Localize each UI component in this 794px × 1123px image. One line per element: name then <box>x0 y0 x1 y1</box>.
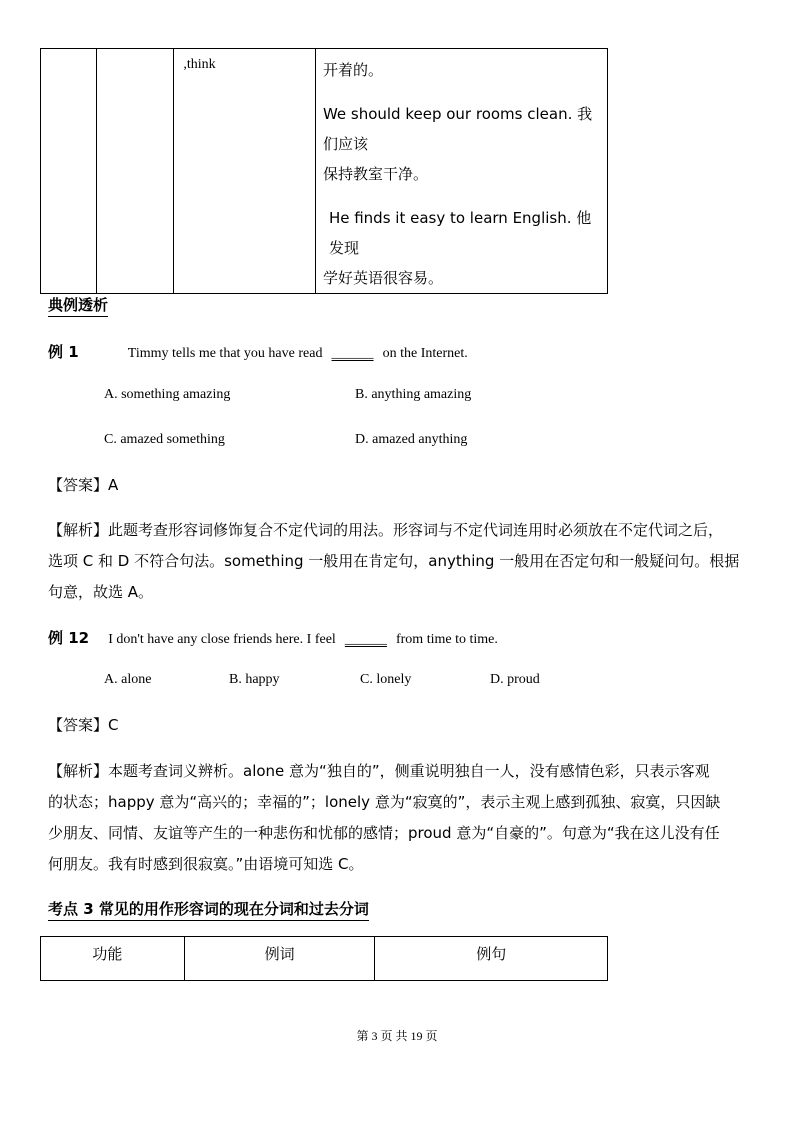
ex1-option-a: A. something amazing <box>104 387 231 402</box>
col4-line-3: 保持教室干净。 <box>322 165 428 183</box>
ex2-question-row <box>48 627 498 648</box>
ex2-option-d: D. proud <box>490 672 540 687</box>
ex1-analysis-2: 选项 C 和 D 不符合句法。something 一般用在肯定句，anything 一般用在否定句和一般疑问句。根据 <box>48 552 740 570</box>
top-table <box>40 48 608 294</box>
ex2-analysis-3: 少朋友、同情、友谊等产生的一种悲伤和忧郁的感情；proud 意为“自豪的”。句意为“我在这儿没有任 <box>48 824 720 842</box>
col4-line-1: 开着的。 <box>322 61 383 79</box>
ex2-label: 例 12 <box>48 629 90 647</box>
ex1-option-c: C. amazed something <box>104 432 225 447</box>
header-function-label: 功能 <box>92 945 123 963</box>
col4-line-2: We should keep our rooms clean. 我们应该 <box>322 105 593 153</box>
section3-title: 考点 3 常见的用作形容词的现在分词和过去分词 <box>48 898 369 921</box>
ex1-analysis-3: 句意，故选 A。 <box>48 583 154 601</box>
bottom-table-header-sentences <box>375 937 608 981</box>
ex2-analysis-2: 的状态；happy 意为“高兴的；幸福的”；lonely 意为“寂寞的”，表示主观上感到孤独、寂寞，只因缺 <box>48 793 721 811</box>
ex1-option-d: D. amazed anything <box>355 432 468 447</box>
col4-line-4: He finds it easy to learn English. 他发现 <box>328 209 592 257</box>
top-table-col1 <box>41 49 97 294</box>
section-title: 典例透析 <box>48 294 108 317</box>
ex2-option-a: A. alone <box>104 672 152 687</box>
top-table-col3-text: ,think <box>183 57 216 72</box>
ex1-option-b: B. anything amazing <box>355 387 472 402</box>
ex2-analysis-4: 何朋友。我有时感到很寂寞。”由语境可知选 C。 <box>48 855 364 873</box>
ex1-analysis-1: 【解析】此题考查形容词修饰复合不定代词的用法。形容词与不定代词连用时必须放在不定代词之后， <box>48 521 724 539</box>
ex2-question-end: from time to time. <box>395 632 498 647</box>
ex2-answer: 【答案】C <box>48 716 119 734</box>
ex1-question-end: on the Internet. <box>382 346 468 361</box>
top-table-col3 <box>174 49 316 294</box>
header-words-label: 例词 <box>264 945 295 963</box>
top-table-col4 <box>315 49 607 294</box>
ex1-question-row <box>48 341 468 362</box>
ex2-option-c: C. lonely <box>360 672 412 687</box>
bottom-table-header-words <box>184 937 375 981</box>
ex1-blank: ______ <box>331 346 374 361</box>
ex2-question: I don't have any close friends here. I feel <box>108 632 336 647</box>
ex1-answer: 【答案】A <box>48 476 119 494</box>
top-table-col2 <box>96 49 174 294</box>
ex1-label: 例 1 <box>48 343 79 361</box>
ex2-blank: ______ <box>344 632 387 647</box>
col4-line-5: 学好英语很容易。 <box>322 269 443 287</box>
bottom-table-header-function <box>41 937 185 981</box>
ex2-analysis-1: 【解析】本题考查词义辨析。alone 意为“独自的”，侧重说明独自一人，没有感情色彩，只表示客观 <box>48 762 710 780</box>
ex2-option-b: B. happy <box>229 672 280 687</box>
page-footer: 第 3 页 共 19 页 <box>356 1029 438 1043</box>
ex1-question: Timmy tells me that you have read <box>127 346 323 361</box>
header-sentences-label: 例句 <box>476 945 507 963</box>
bottom-table <box>40 936 608 981</box>
top-table-col4-content <box>316 49 607 293</box>
